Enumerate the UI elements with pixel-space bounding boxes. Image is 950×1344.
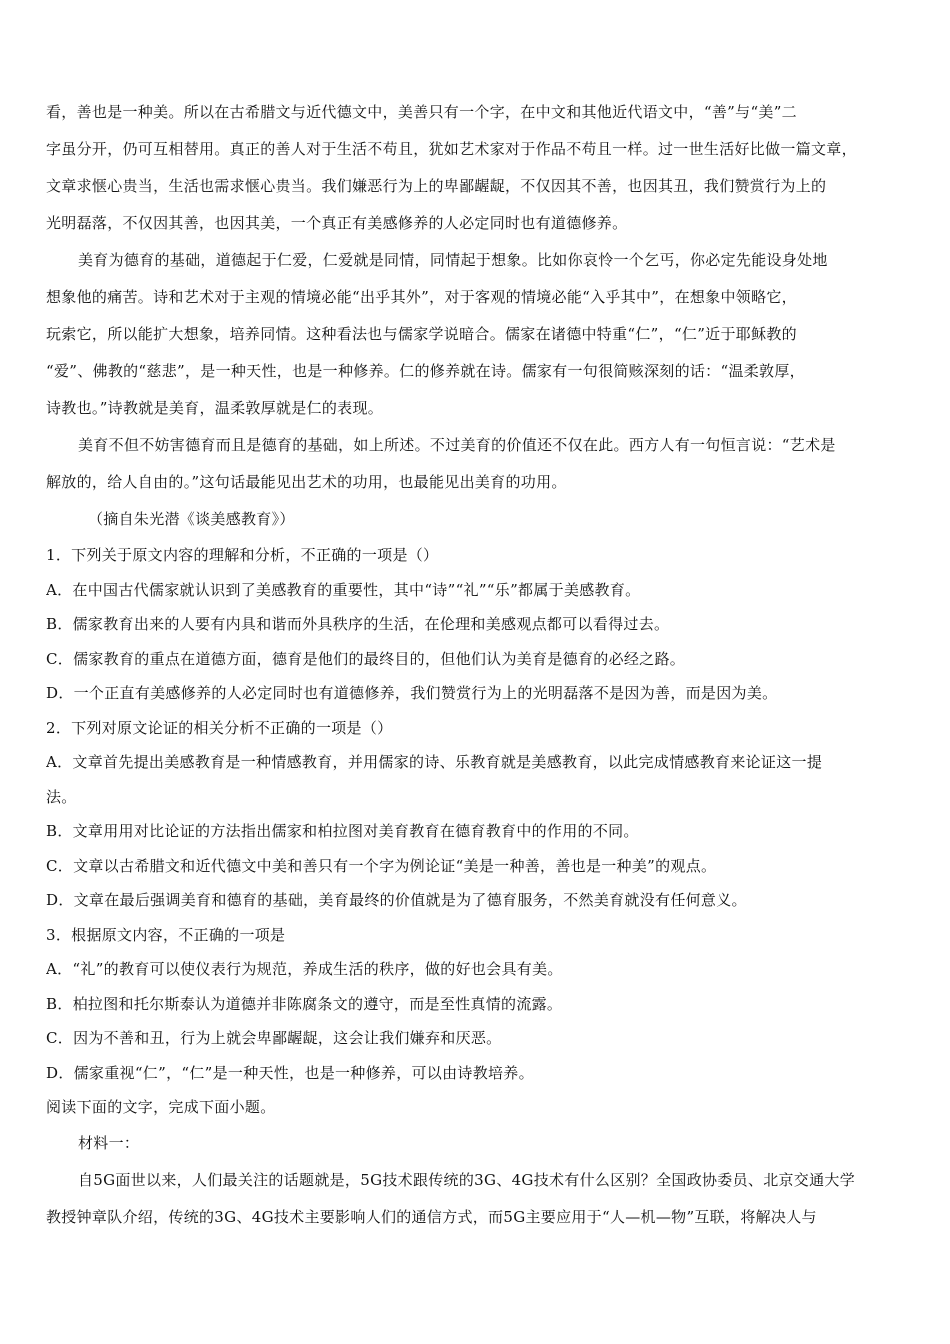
passage-line: 文章求惬心贵当，生活也需求惬心贵当。我们嫌恶行为上的卑鄙龌龊，不仅因其不善，也因其丑，我们赞赏行为上的	[46, 177, 827, 195]
answer-option: C．因为不善和丑，行为上就会卑鄙龌龊，这会让我们嫌弃和厌恶。	[46, 1029, 502, 1047]
answer-option: C．文章以古希腊文和近代德文中美和善只有一个字为例论证“美是一种善，善也是一种美”的观点。	[46, 856, 717, 875]
passage-line: 美育不但不妨害德育而且是德育的基础，如上所述。不过美育的价值还不仅在此。西方人有一句恒言说：“艺术是	[78, 436, 836, 454]
passage-line: “爱”、佛教的“慈悲”，是一种天性，也是一种修养。仁的修养就在诗。儒家有一句很简赅深刻的话：“温柔敦厚，	[46, 362, 805, 380]
answer-option: A．在中国古代儒家就认识到了美感教育的重要性，其中“诗”“礼”“乐”都属于美感教育。	[46, 580, 641, 599]
passage-line: 玩索它，所以能扩大想象，培养同情。这种看法也与儒家学说暗合。儒家在诸德中特重“仁”，“仁”近于耶稣教的	[46, 325, 797, 343]
passage-line: 解放的，给人自由的。”这句话最能见出艺术的功用，也最能见出美育的功用。	[46, 473, 567, 491]
passage-line: 字虽分开，仍可互相替用。真正的善人对于生活不苟且，犹如艺术家对于作品不苟且一样。过一世生活好比做一篇文章，	[46, 140, 857, 158]
answer-option: A．文章首先提出美感教育是一种情感教育，并用儒家的诗、乐教育就是美感教育，以此完成情感教育来论证这一提	[46, 753, 823, 771]
question-stem: 3．根据原文内容，不正确的一项是	[46, 925, 286, 944]
passage-1	[46, 94, 908, 538]
question-stem: 1．下列关于原文内容的理解和分析，不正确的一项是（）	[46, 546, 439, 564]
answer-option-continuation: 法。	[46, 787, 77, 806]
question-3	[46, 918, 908, 1091]
answer-option: B．文章用用对比论证的方法指出儒家和柏拉图对美育教育在德育教育中的作用的不同。	[46, 822, 639, 840]
answer-option: A．“礼”的教育可以使仪表行为规范，养成生活的秩序，做的好也会具有美。	[46, 960, 563, 978]
material-label: 材料一：	[78, 1133, 140, 1152]
passage-2	[46, 1162, 908, 1236]
passage-line: 诗教也。”诗教就是美育，温柔敦厚就是仁的表现。	[46, 399, 384, 417]
passage-source: （摘自朱光潜《谈美感教育》）	[88, 510, 295, 528]
answer-option: B．柏拉图和托尔斯泰认为道德并非陈腐条文的遵守，而是至性真情的流露。	[46, 994, 563, 1013]
passage-line: 美育为德育的基础，道德起于仁爱，仁爱就是同情，同情起于想象。比如你哀怜一个乞丐，你必定先能设身处地	[78, 251, 828, 269]
answer-option: D．一个正直有美感修养的人必定同时也有道德修养，我们赞赏行为上的光明磊落不是因为善，而是因为美。	[46, 684, 778, 702]
passage-line: 自5G面世以来，人们最关注的话题就是，5G技术跟传统的3G、4G技术有什么区别？全国政协委员、北京交通大学	[78, 1170, 856, 1189]
answer-option: B．儒家教育出来的人要有内具和谐而外具秩序的生活，在伦理和美感观点都可以看得过去。	[46, 615, 670, 633]
passage-line: 想象他的痛苦。诗和艺术对于主观的情境必能“出乎其外”，对于客观的情境必能“入乎其中”，在想象中领略它，	[46, 288, 797, 306]
reading-instruction: 阅读下面的文字，完成下面小题。	[46, 1098, 276, 1116]
question-2	[46, 711, 908, 918]
document-page	[46, 94, 908, 1236]
passage-line: 看，善也是一种美。所以在古希腊文与近代德文中，美善只有一个字，在中文和其他近代语文中，“善”与“美”二	[46, 103, 797, 121]
passage-line: 教授钟章队介绍，传统的3G、4G技术主要影响人们的通信方式，而5G主要应用于“人—机—物”互联，将解决人与	[46, 1207, 817, 1226]
answer-option: D．文章在最后强调美育和德育的基础，美育最终的价值就是为了德育服务，不然美育就没有任何意义。	[46, 891, 747, 909]
answer-option: D．儒家重视“仁”，“仁”是一种天性，也是一种修养，可以由诗教培养。	[46, 1063, 534, 1082]
answer-option: C．儒家教育的重点在道德方面，德育是他们的最终目的，但他们认为美育是德育的必经之路。	[46, 649, 686, 668]
passage-line: 光明磊落，不仅因其善，也因其美，一个真正有美感修养的人必定同时也有道德修养。	[46, 214, 628, 232]
question-stem: 2．下列对原文论证的相关分析不正确的一项是（）	[46, 718, 393, 737]
question-1	[46, 538, 908, 711]
